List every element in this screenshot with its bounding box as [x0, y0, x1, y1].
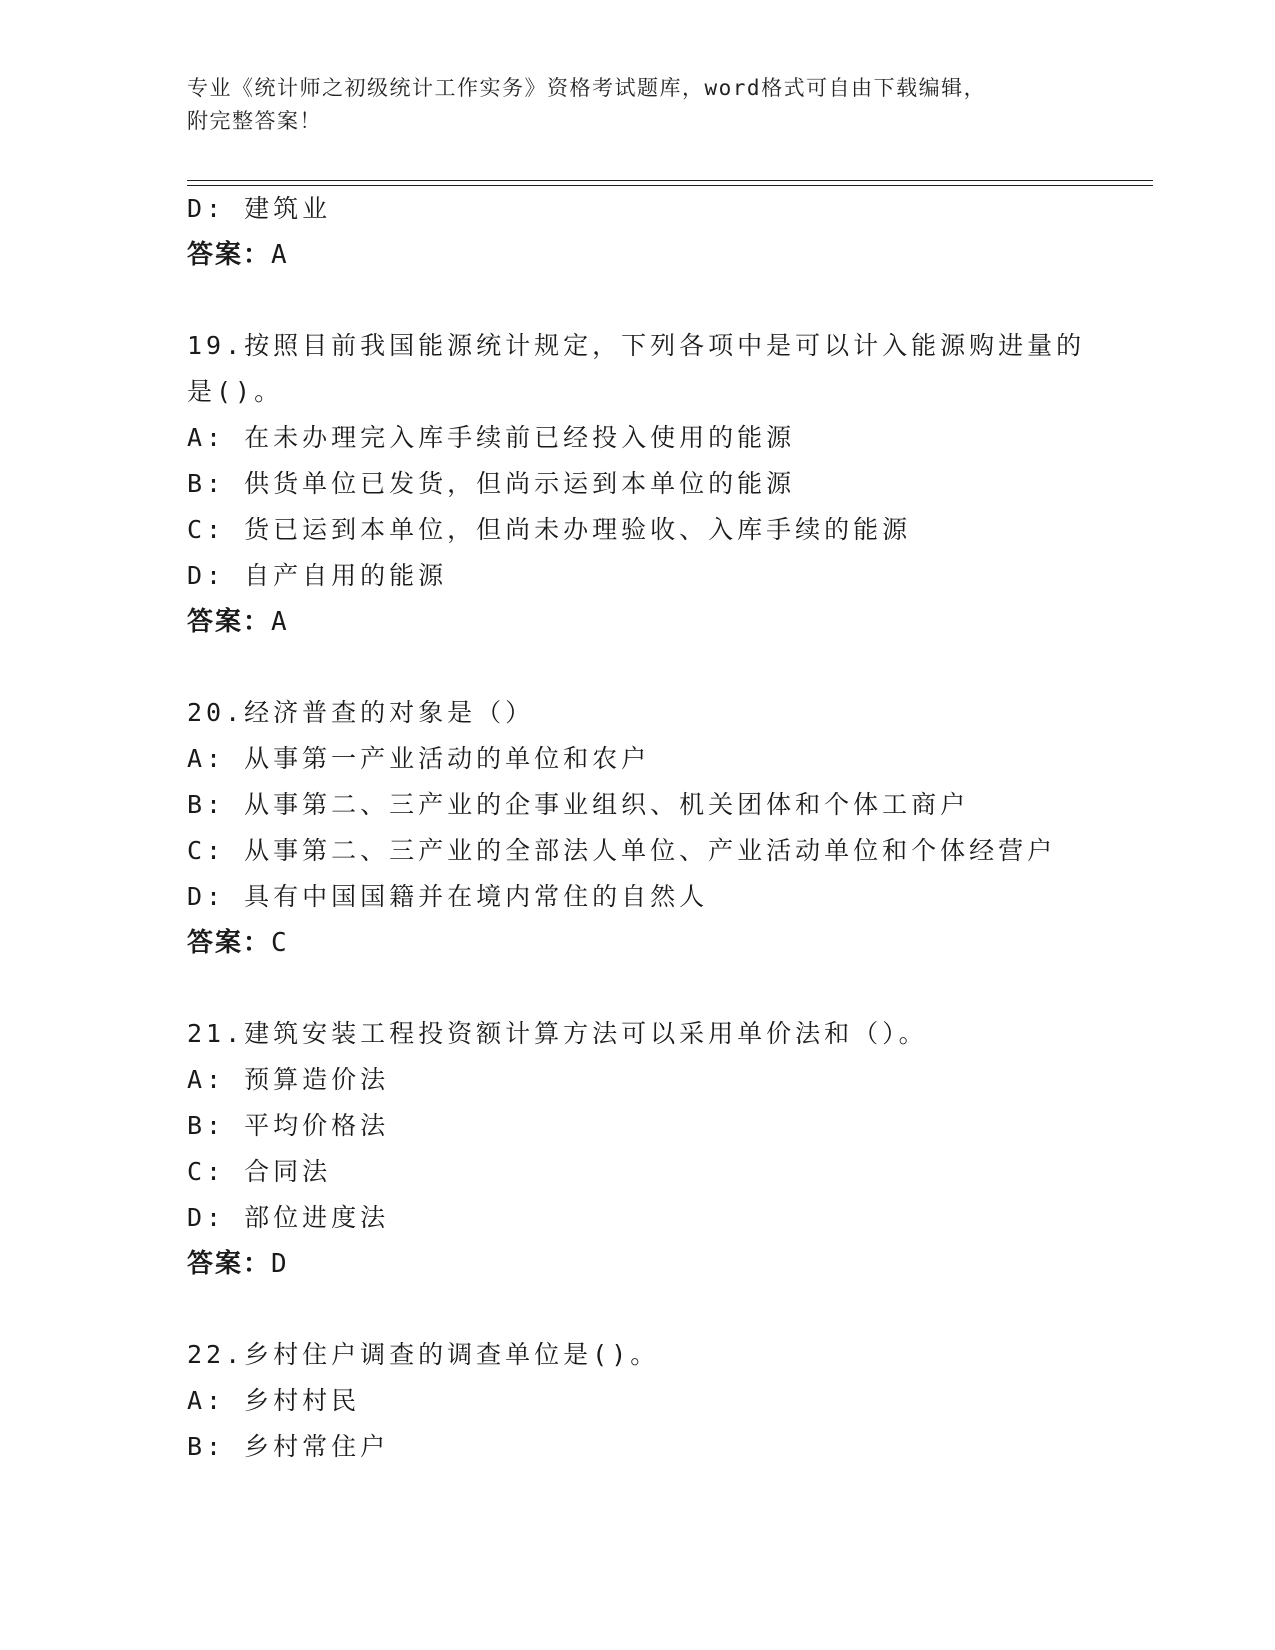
header-divider-top [187, 180, 1153, 181]
option-d: D: 部位进度法 [187, 1203, 390, 1232]
option-b: B: 乡村常住户 [187, 1432, 390, 1461]
answer-value: A [271, 240, 289, 270]
answer-value: C [271, 928, 289, 958]
option-b: B: 从事第二、三产业的企事业组织、机关团体和个体工商户 [187, 790, 970, 819]
option-a: A: 乡村村民 [187, 1386, 361, 1415]
option-b: B: 供货单位已发货，但尚示运到本单位的能源 [187, 469, 796, 498]
document-header [187, 72, 1087, 138]
q18-option-d: D: 建筑业 [187, 194, 332, 223]
spacer [187, 966, 1153, 1011]
answer-label: 答案： [187, 240, 272, 270]
option-a: A: 在未办理完入库手续前已经投入使用的能源 [187, 423, 796, 452]
question-21 [187, 1011, 1153, 1287]
option-a: A: 从事第一产业活动的单位和农户 [187, 744, 651, 773]
answer-label: 答案： [187, 1249, 272, 1279]
spacer [187, 1287, 1153, 1332]
question-content [187, 186, 1153, 1470]
option-d: D: 自产自用的能源 [187, 561, 448, 590]
header-line-2: 附完整答案！ [187, 109, 322, 133]
answer-value: D [271, 1249, 289, 1279]
option-d: D: 具有中国国籍并在境内常住的自然人 [187, 882, 709, 911]
answer [187, 1241, 1153, 1287]
spacer [187, 278, 1153, 323]
question-stem-continued: 是()。 [187, 377, 284, 406]
question-20 [187, 690, 1153, 966]
q18-answer [187, 232, 1153, 278]
answer [187, 920, 1153, 966]
answer-value: A [271, 607, 289, 637]
option-c: C: 从事第二、三产业的全部法人单位、产业活动单位和个体经营户 [187, 836, 1057, 865]
option-b: B: 平均价格法 [187, 1111, 390, 1140]
header-line-1: 专业《统计师之初级统计工作实务》资格考试题库，word格式可自由下载编辑， [187, 76, 987, 100]
option-c: C: 货已运到本单位，但尚未办理验收、入库手续的能源 [187, 515, 912, 544]
answer [187, 599, 1153, 645]
question-stem: 19.按照目前我国能源统计规定，下列各项中是可以计入能源购进量的 [187, 331, 1086, 360]
question-19 [187, 323, 1153, 645]
question-stem: 21.建筑安装工程投资额计算方法可以采用单价法和（）。 [187, 1019, 928, 1048]
answer-label: 答案： [187, 607, 272, 637]
question-stem: 20.经济普查的对象是（） [187, 698, 535, 727]
spacer [187, 645, 1153, 690]
option-c: C: 合同法 [187, 1157, 332, 1186]
question-22 [187, 1332, 1153, 1470]
answer-label: 答案： [187, 928, 272, 958]
option-a: A: 预算造价法 [187, 1065, 390, 1094]
question-stem: 22.乡村住户调查的调查单位是()。 [187, 1340, 660, 1369]
